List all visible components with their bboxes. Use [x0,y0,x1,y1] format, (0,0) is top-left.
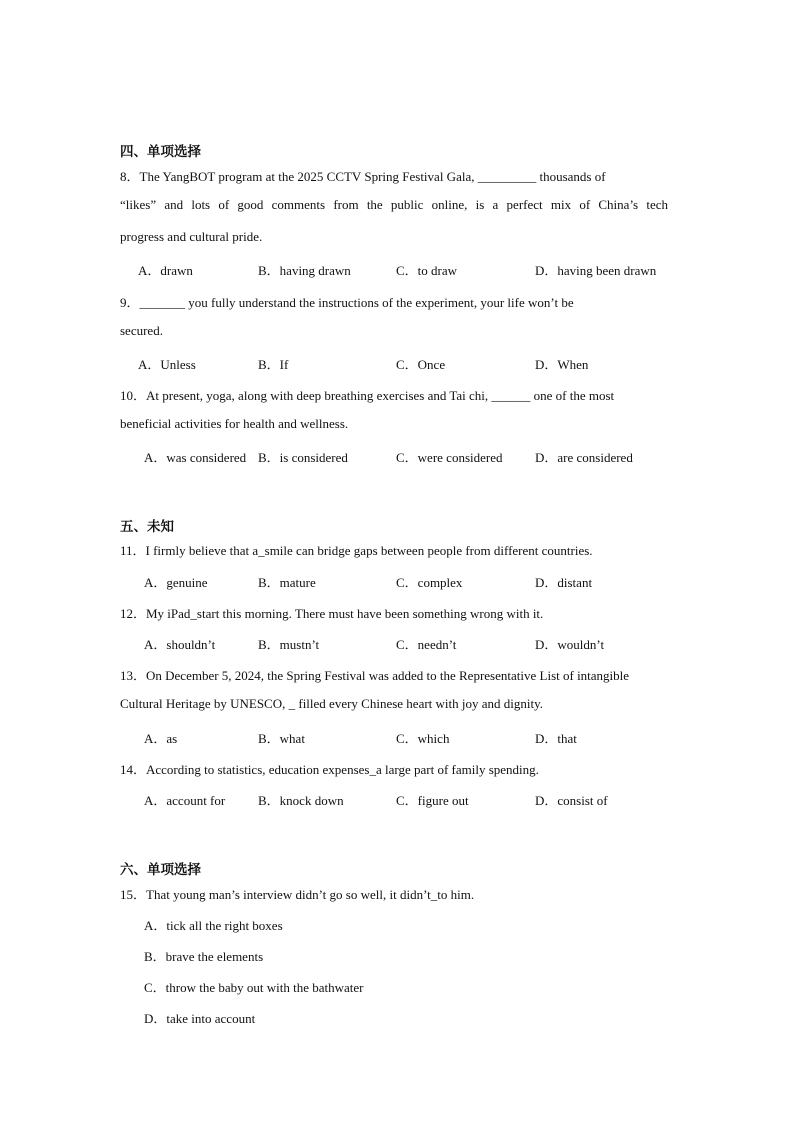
question-13-line-1: 13．On December 5, 2024, the Spring Festival was added to the Representative List of intangible [120,668,630,683]
option-b[interactable]: B．having drawn [258,263,351,278]
option-b[interactable]: B．what [258,731,305,746]
option-c[interactable]: C．complex [396,575,463,590]
option-d[interactable]: D．When [535,357,589,372]
question-14-line-1: 14．According to statistics, education expenses_a large part of family spending. [120,762,539,777]
option-b[interactable]: B．mature [258,575,316,590]
option-c[interactable]: C．throw the baby out with the bathwater [144,980,364,995]
question-12-line-1: 12．My iPad_start this morning. There must have been something wrong with it. [120,606,544,621]
option-d[interactable]: D．that [535,731,577,746]
question-13-line-2: Cultural Heritage by UNESCO, _ filled every Chinese heart with joy and dignity. [120,696,544,711]
option-a[interactable]: A．as [144,731,178,746]
option-a[interactable]: A．genuine [144,575,208,590]
option-c[interactable]: C．needn’t [396,637,457,652]
option-d[interactable]: D．take into account [144,1011,256,1026]
section-title: 四、单项选择 [120,144,201,160]
option-c[interactable]: C．to draw [396,263,458,278]
question-8-line-3: progress and cultural pride. [120,229,263,244]
option-b[interactable]: B．mustn’t [258,637,320,652]
question-9-line-2: secured. [120,323,163,338]
option-a[interactable]: A．tick all the right boxes [144,918,283,933]
option-c[interactable]: C．figure out [396,793,469,808]
option-a[interactable]: A．drawn [138,263,193,278]
option-a[interactable]: A．account for [144,793,226,808]
option-a[interactable]: A．Unless [138,357,196,372]
question-10-line-2: beneficial activities for health and wellness. [120,416,349,431]
option-d[interactable]: D．are considered [535,450,633,465]
option-c[interactable]: C．were considered [396,450,503,465]
section-title: 六、单项选择 [120,862,201,878]
option-a[interactable]: A．was considered [144,450,247,465]
question-10-line-1: 10．At present, yoga, along with deep breathing exercises and Tai chi, ______ one of the most [120,388,615,403]
option-b[interactable]: B．If [258,357,289,372]
question-8-line-1: 8．The YangBOT program at the 2025 CCTV Spring Festival Gala, _________ thousands of [120,169,606,184]
question-9-line-1: 9．_______ you fully understand the instructions of the experiment, your life won’t be [120,295,574,310]
option-b[interactable]: B．is considered [258,450,348,465]
question-15-line-1: 15．That young man’s interview didn’t go so well, it didn’t_to him. [120,887,475,902]
question-11-line-1: 11．I firmly believe that a_smile can bridge gaps between people from different countries. [120,543,593,558]
option-d[interactable]: D．consist of [535,793,608,808]
option-d[interactable]: D．having been drawn [535,263,657,278]
option-c[interactable]: C．Once [396,357,446,372]
option-c[interactable]: C．which [396,731,450,746]
option-d[interactable]: D．wouldn’t [535,637,605,652]
option-d[interactable]: D．distant [535,575,593,590]
section-title: 五、未知 [120,519,174,535]
option-a[interactable]: A．shouldn’t [144,637,216,652]
option-b[interactable]: B．brave the elements [144,949,264,964]
question-8-line-2: “likes” and lots of good comments from the public online, is a perfect mix of China’s tech [120,197,668,212]
option-b[interactable]: B．knock down [258,793,344,808]
